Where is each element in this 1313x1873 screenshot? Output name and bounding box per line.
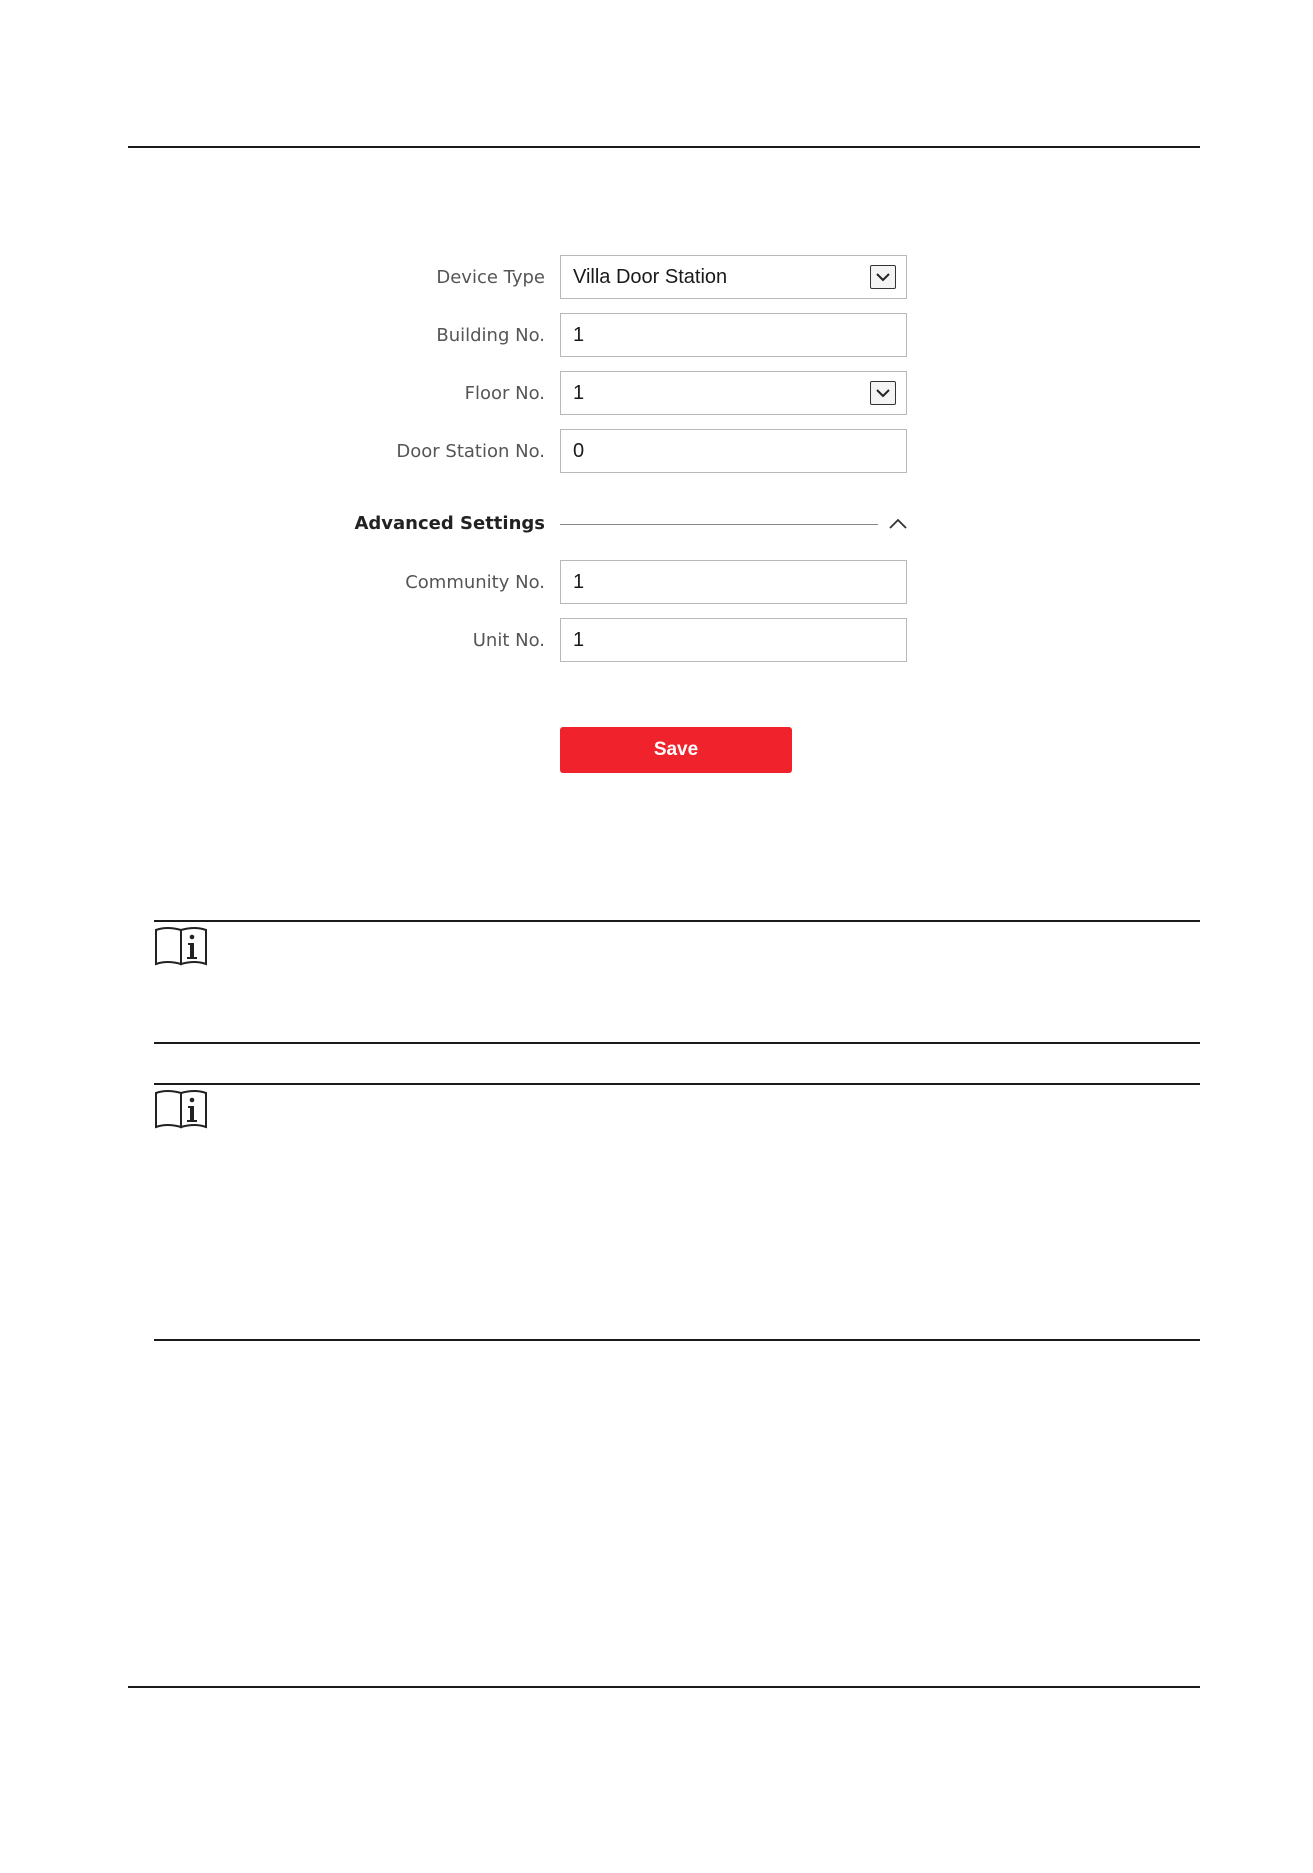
building-no-input[interactable] bbox=[560, 313, 907, 357]
floor-no-value: 1 bbox=[573, 381, 585, 404]
device-type-select[interactable] bbox=[560, 255, 907, 299]
note-info-icon bbox=[154, 926, 208, 968]
floor-no-row bbox=[0, 371, 1313, 417]
section-divider bbox=[560, 524, 878, 525]
door-station-no-label: Door Station No. bbox=[396, 441, 545, 462]
unit-no-label: Unit No. bbox=[472, 630, 545, 651]
note-bottom-rule bbox=[154, 1042, 1200, 1044]
save-button[interactable]: Save bbox=[560, 727, 792, 773]
door-station-no-row bbox=[0, 429, 1313, 475]
building-no-label: Building No. bbox=[436, 325, 545, 346]
note-info-icon bbox=[154, 1089, 208, 1131]
community-no-label: Community No. bbox=[405, 572, 545, 593]
note-top-rule bbox=[154, 1083, 1200, 1085]
door-station-no-value: 0 bbox=[573, 439, 585, 462]
device-type-row bbox=[0, 255, 1313, 301]
community-no-value: 1 bbox=[573, 570, 585, 593]
chevron-down-icon[interactable] bbox=[870, 265, 896, 289]
note-top-rule bbox=[154, 920, 1200, 922]
footer-rule bbox=[128, 1686, 1200, 1688]
chevron-down-icon[interactable] bbox=[870, 381, 896, 405]
building-no-value: 1 bbox=[573, 323, 585, 346]
header-rule bbox=[128, 146, 1200, 148]
community-no-row bbox=[0, 560, 1313, 606]
unit-no-value: 1 bbox=[573, 628, 585, 651]
device-type-value: Villa Door Station bbox=[573, 265, 728, 288]
advanced-settings-title: Advanced Settings bbox=[354, 513, 545, 534]
building-no-row bbox=[0, 313, 1313, 359]
floor-no-select[interactable] bbox=[560, 371, 907, 415]
chevron-up-icon[interactable] bbox=[888, 515, 908, 531]
note-bottom-rule bbox=[154, 1339, 1200, 1341]
door-station-no-input[interactable] bbox=[560, 429, 907, 473]
device-type-label: Device Type bbox=[436, 267, 545, 288]
unit-no-input[interactable] bbox=[560, 618, 907, 662]
advanced-settings-header[interactable] bbox=[0, 509, 1313, 539]
unit-no-row bbox=[0, 618, 1313, 664]
floor-no-label: Floor No. bbox=[464, 383, 545, 404]
community-no-input[interactable] bbox=[560, 560, 907, 604]
